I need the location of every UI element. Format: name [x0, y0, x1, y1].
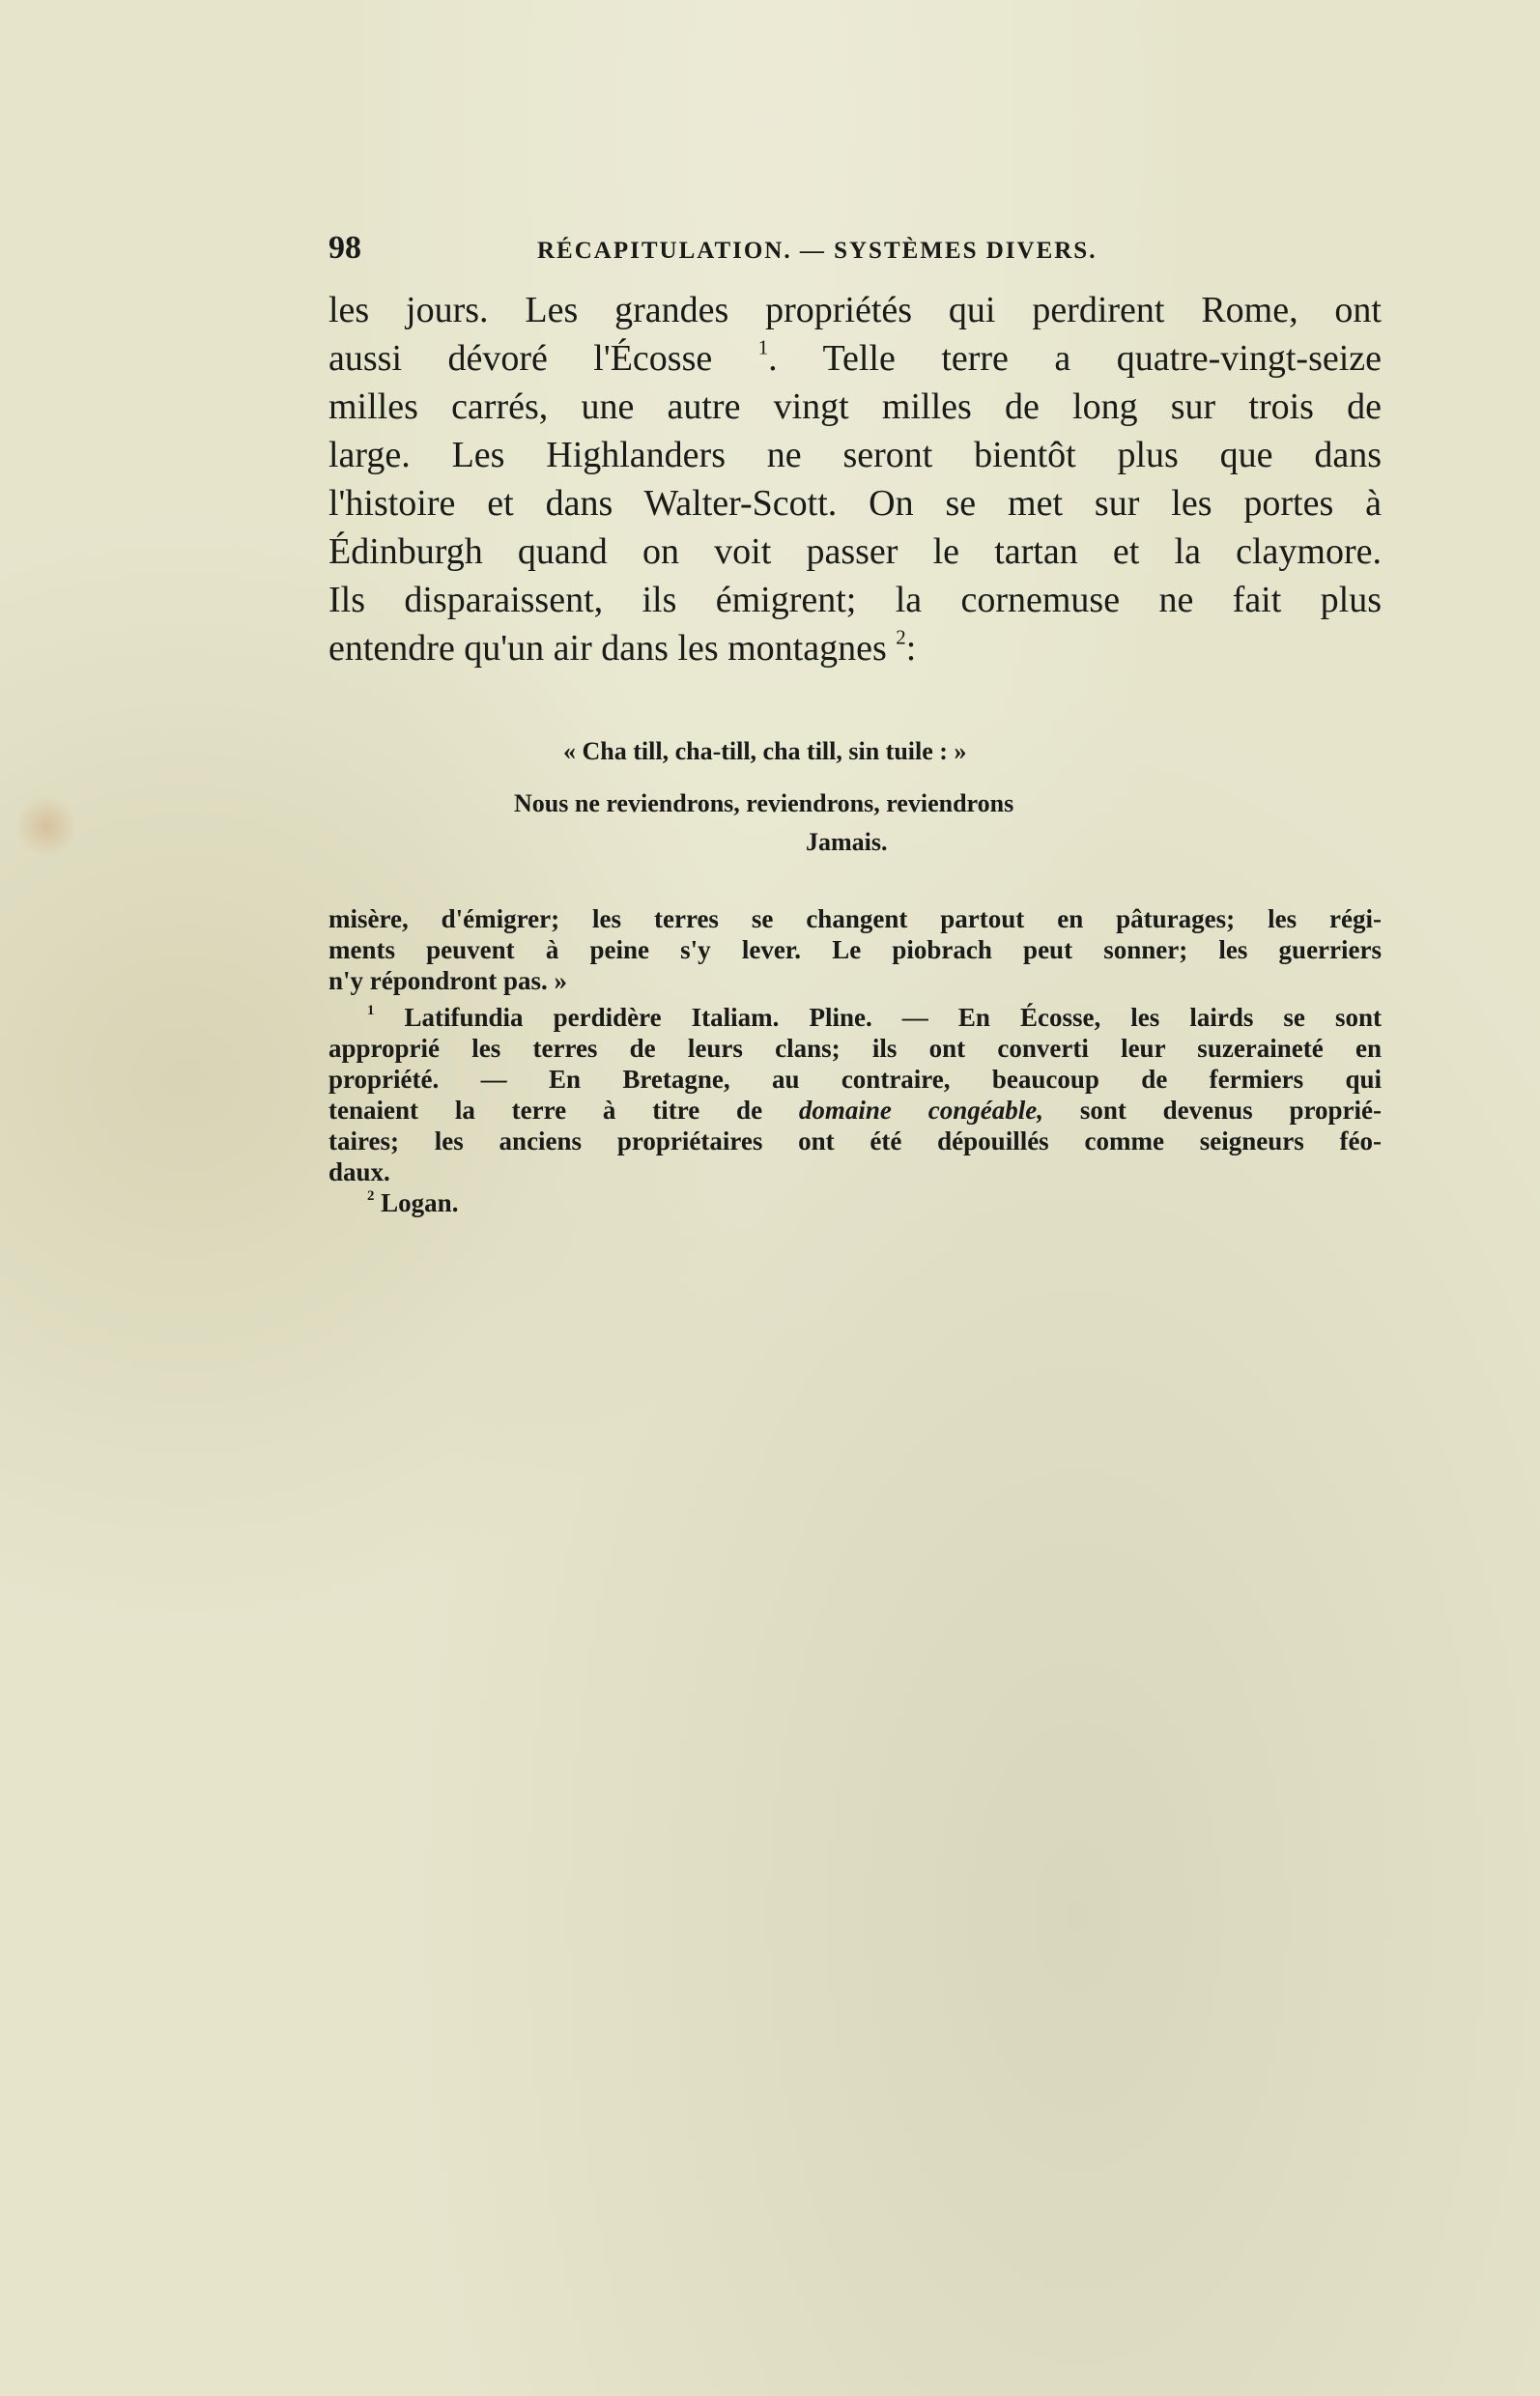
footnote-text: Latifundia perdidère Italiam. Pline. — En Écosse, les lairds se sont [404, 1003, 1382, 1032]
paragraph-line: large. Les Highlanders ne seront bientôt plus que dans [328, 435, 1382, 475]
footnote-line [328, 1095, 1382, 1126]
verse-line: Jamais. [806, 828, 888, 856]
main-paragraph [328, 286, 1382, 672]
verse-line: Nous ne reviendrons, reviendrons, reviendrons [514, 789, 1014, 817]
footnote-marker: 1 [367, 1003, 375, 1019]
footnote-text: Logan. [381, 1188, 459, 1217]
paragraph-line: Édinburgh quand on voit passer le tartan et la claymore. [328, 531, 1382, 572]
paragraph-text: . Telle terre a quatre-vingt-seize [768, 338, 1383, 379]
paragraph-line: milles carrés, une autre vingt milles de long sur trois de [328, 386, 1382, 427]
paragraph-line: Ils disparaissent, ils émigrent; la cornemuse ne fait plus [328, 580, 1382, 620]
footnotes [328, 903, 1382, 1218]
paragraph-text: entendre qu'un air dans les montagnes [328, 628, 887, 669]
footnote-italic: domaine congéable, [798, 1096, 1043, 1125]
footnote-line: approprié les terres de leurs clans; ils ont converti leur suzeraineté en [328, 1034, 1382, 1063]
footnote-line: taires; les anciens propriétaires ont été dépouillés comme seigneurs féo- [328, 1127, 1382, 1155]
footnote-line [328, 1002, 1382, 1033]
paragraph-line: l'histoire et dans Walter-Scott. On se met sur les portes à [328, 483, 1382, 524]
paragraph-text: aussi dévoré l'Écosse [328, 338, 713, 379]
paragraph-line [328, 624, 1382, 672]
footnote-text: tenaient la terre à titre de [328, 1096, 763, 1125]
footnote-line: n'y répondront pas. » [328, 966, 568, 995]
footnote-line: ments peuvent à peine s'y lever. Le piobrach peut sonner; les guerriers [328, 935, 1382, 964]
footnote-marker: 2 [367, 1188, 375, 1205]
footnote-line [328, 1187, 1382, 1218]
verse-line: « Cha till, cha-till, cha till, sin tuile : » [563, 737, 967, 765]
footnote-ref: 2 [896, 625, 906, 649]
footnote-line: misère, d'émigrer; les terres se changent partout en pâturages; les régi- [328, 904, 1382, 933]
running-head [328, 230, 1198, 269]
footnote-line: propriété. — En Bretagne, au contraire, beaucoup de fermiers qui [328, 1065, 1382, 1094]
paragraph-line: les jours. Les grandes propriétés qui perdirent Rome, ont [328, 290, 1382, 330]
footnote-text: sont devenus proprié- [1079, 1096, 1383, 1125]
verse-quote [328, 732, 1382, 862]
paragraph-line [328, 334, 1382, 383]
paper-stain [17, 792, 75, 860]
paragraph-text: : [905, 628, 917, 669]
page-number: 98 [328, 230, 361, 266]
footnote-line: daux. [328, 1157, 390, 1186]
footnote-ref: 1 [757, 335, 769, 359]
running-title: RÉCAPITULATION. — SYSTÈMES DIVERS. [537, 238, 1098, 264]
